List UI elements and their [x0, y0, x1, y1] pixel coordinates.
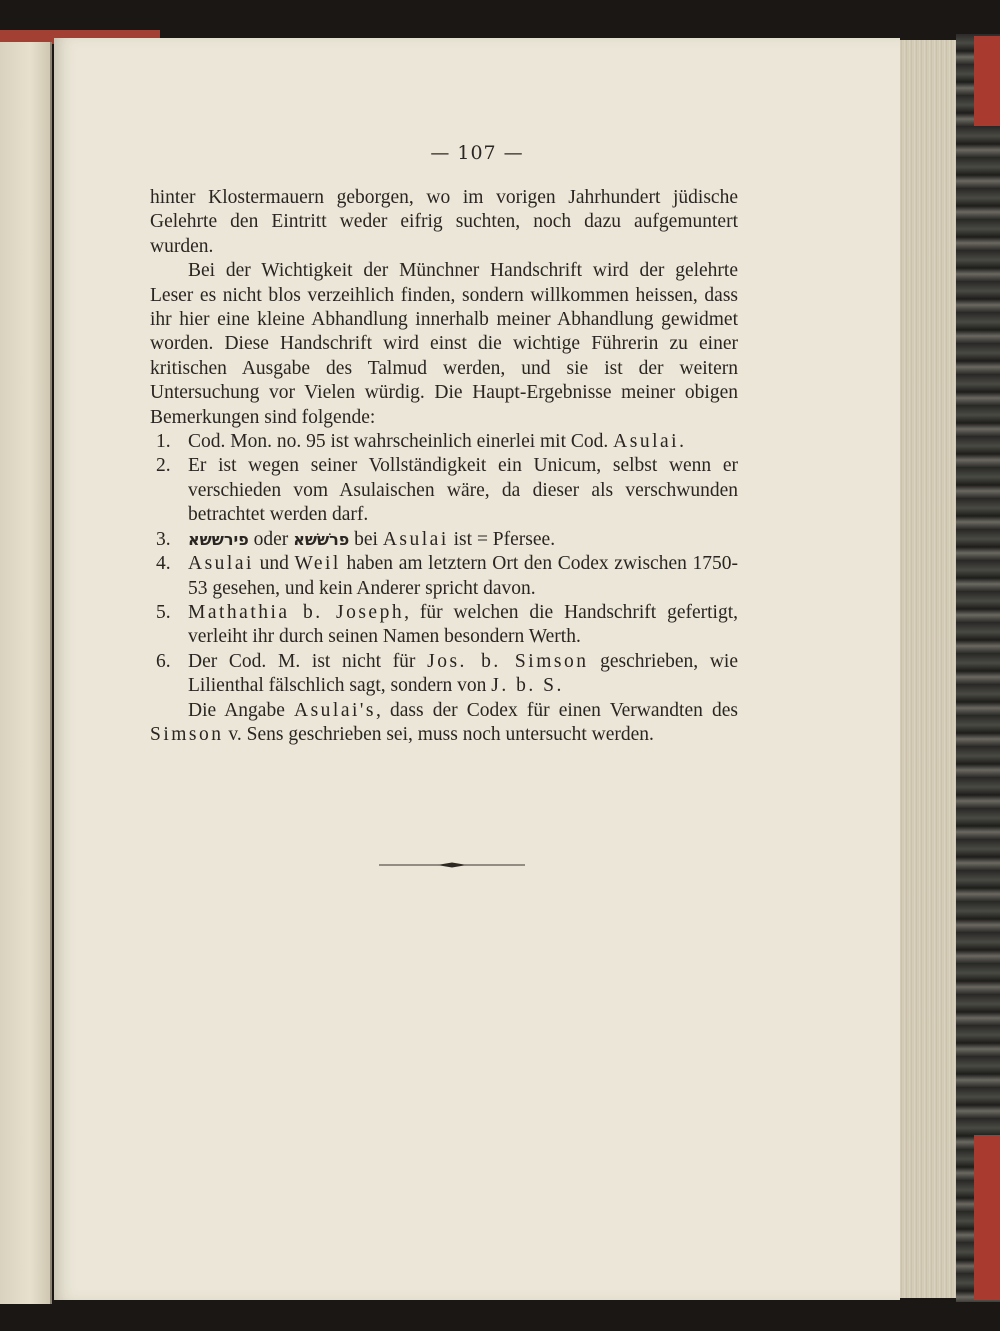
text-run: , für welchen die Handschrift gefertigt, verleiht ihr durch seinen Namen besondern Werth. [188, 601, 738, 648]
text-run: geschrieben, wie Lilienthal fälschlich sagt, sondern von [188, 650, 738, 697]
spaced-name: Asulai. [613, 431, 687, 453]
spaced-name: Asulai [188, 553, 254, 575]
left-page-margin [0, 42, 52, 1304]
results-list [150, 430, 738, 698]
list-item-text [188, 552, 738, 601]
text-run: haben am letztern Ort den Codex zwischen 1750-53 gesehen, und kein Anderer spricht davon. [188, 553, 739, 599]
text-run: bei [349, 528, 383, 550]
text-run: ist = Pfersee. [448, 528, 556, 550]
page-body [150, 186, 738, 747]
spaced-name: Mathathia b. Joseph [188, 601, 405, 623]
hebrew-word: פירששא [188, 529, 249, 549]
spaced-name: Jos. b. Simson [427, 650, 589, 672]
list-number: 2. [156, 455, 171, 477]
list-item [150, 552, 738, 601]
list-item-text [188, 601, 738, 650]
list-number: 3. [156, 528, 171, 550]
list-item [150, 454, 738, 527]
book-page [54, 38, 900, 1300]
list-number: 1. [156, 431, 171, 453]
right-cover-corner-top [974, 36, 1000, 126]
list-item-text: Er ist wegen seiner Vollständigkeit ein Unicum, selbst wenn er verschieden vom Asulaischen wäre, da dieser als verschwunden betrachtet werden darf. [188, 455, 738, 526]
spaced-name: Simson [150, 723, 224, 745]
page-number: — 107 — [430, 142, 524, 164]
right-cover-board [956, 34, 1000, 1302]
spaced-name: Weil [294, 553, 341, 575]
text-run: Cod. Mon. no. 95 ist wahrscheinlich einerlei mit Cod. [188, 431, 614, 453]
text-run: , dass der Codex für einen Verwandten des [376, 699, 738, 721]
closing-paragraph [150, 699, 738, 748]
list-number: 4. [156, 553, 171, 575]
text-run: v. Sens geschrieben sei, muss noch untersucht werden. [223, 723, 654, 745]
page-fore-edge [898, 40, 956, 1298]
paragraph-1: hinter Klostermauern geborgen, wo im vorigen Jahrhundert jüdische Gelehrte den Eintritt weder eifrig suchten, noch dazu aufgemuntert wurden. [150, 187, 738, 257]
spaced-name: J. b. S. [491, 675, 564, 697]
spaced-name: Asulai's [294, 699, 377, 721]
text-run: und [253, 553, 295, 575]
list-item-text [188, 528, 738, 552]
list-item [150, 650, 738, 699]
text-run: oder [248, 528, 294, 550]
paragraph-2: Bei der Wichtigkeit der Münchner Handschrift wird der gelehrte Leser es nicht blos verzeihlich finden, sondern willkommen heissen, dass ihr hier eine kleine Abhandlung innerhalb meiner Abhandlung gewidmet worden. Diese Handschrift wird einst die wichtige Führerin zu einer kritischen Ausgabe des Talmud werden, und sie ist der weitern Untersuchung vor Vielen würdig. Die Haupt-Ergebnisse meiner obigen Bemerkungen sind folgende: [150, 260, 738, 428]
text-run: Die Angabe [188, 699, 294, 721]
list-item [150, 528, 738, 552]
list-number: 6. [156, 650, 171, 672]
text-run: Der Cod. M. ist nicht für [188, 650, 428, 672]
list-item [150, 601, 738, 650]
end-ornament-rule [379, 860, 525, 870]
hebrew-word: פרשׁשׁא [293, 529, 350, 549]
right-cover-corner-bottom [974, 1135, 1000, 1300]
list-item [150, 430, 738, 454]
list-number: 5. [156, 601, 171, 623]
list-item-text [188, 650, 738, 699]
spaced-name: Asulai [382, 528, 449, 550]
list-item-text [188, 430, 738, 454]
